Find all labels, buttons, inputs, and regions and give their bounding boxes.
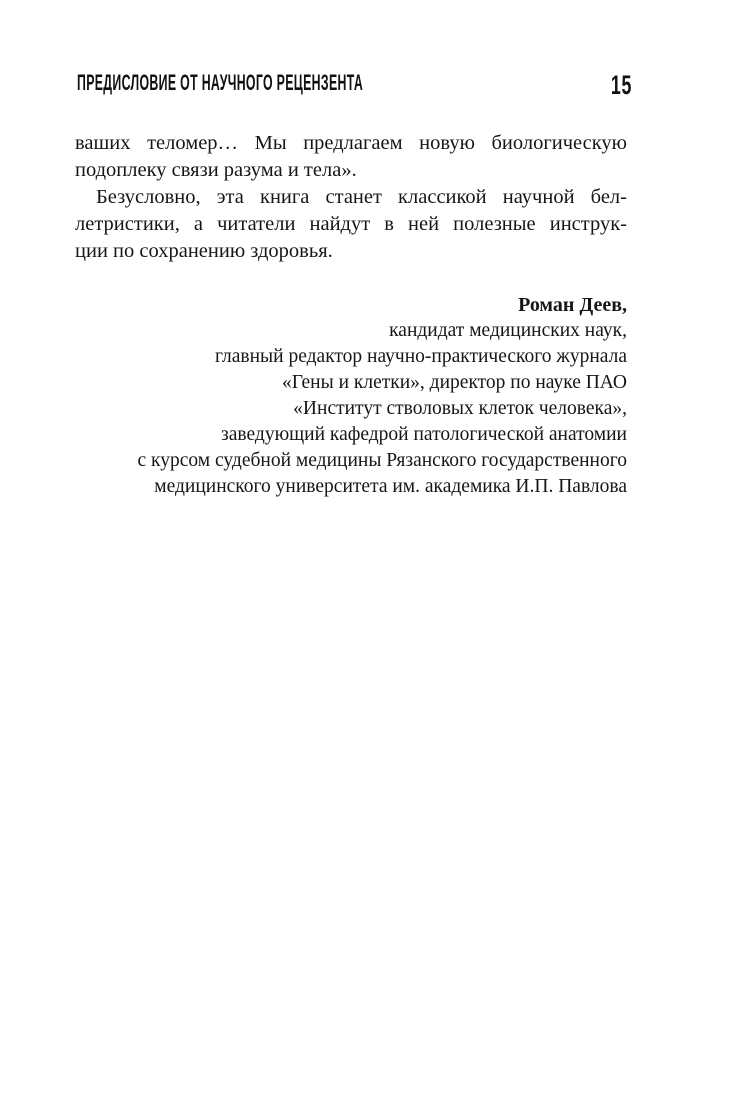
running-head bbox=[77, 72, 588, 94]
signature-line: кандидат медицинских наук, bbox=[389, 320, 627, 341]
body-line: ваших теломер… Мы предлагаем новую биологическую bbox=[75, 132, 627, 154]
body-text bbox=[75, 130, 627, 265]
page-number-value: 15 bbox=[610, 70, 632, 100]
signature-block bbox=[75, 292, 627, 500]
signature-name: Роман Деев, bbox=[518, 294, 627, 316]
signature-line: заведующий кафедрой патологической анатомии bbox=[221, 424, 627, 445]
body-line: летристики, а читатели найдут в ней полезные инструк- bbox=[75, 213, 627, 235]
signature-line: главный редактор научно-практического журнала bbox=[215, 346, 627, 367]
body-line: подоплеку связи разума и тела». bbox=[75, 159, 357, 181]
body-line: ции по сохранению здоровья. bbox=[75, 240, 333, 262]
signature-line: медицинского университета им. академика И.П. Павлова bbox=[154, 476, 627, 497]
signature-line: «Институт стволовых клеток человека», bbox=[293, 398, 627, 419]
signature-line: «Гены и клетки», директор по науке ПАО bbox=[281, 372, 627, 393]
running-head-title: ПРЕДИСЛОВИЕ ОТ НАУЧНОГО РЕЦЕНЗЕНТА bbox=[77, 70, 364, 95]
page-number bbox=[600, 72, 632, 98]
signature-line: с курсом судебной медицины Рязанского государственного bbox=[137, 450, 627, 471]
body-line: Безусловно, эта книга станет классикой научной бел- bbox=[96, 186, 627, 208]
